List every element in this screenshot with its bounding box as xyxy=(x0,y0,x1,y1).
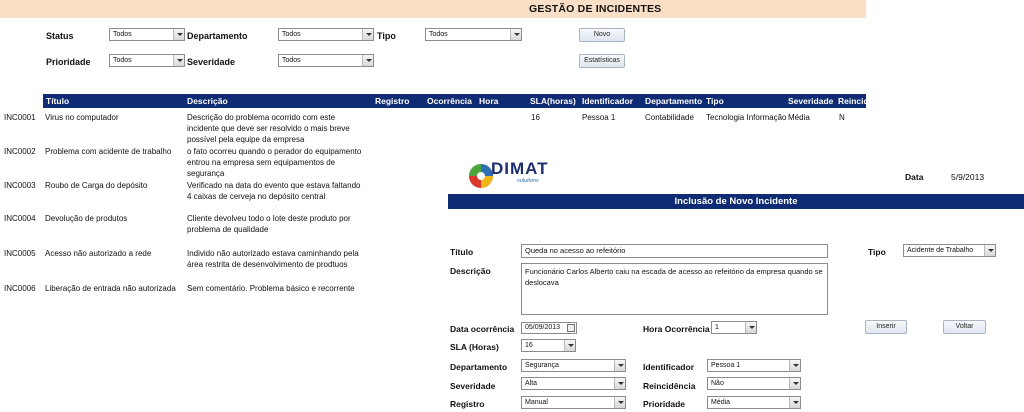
tipo-label: Tipo xyxy=(377,31,396,41)
row-tipo: Tecnologia Informação xyxy=(706,113,787,122)
chevron-down-icon xyxy=(362,55,373,66)
column-header[interactable]: Descrição xyxy=(187,96,228,106)
data-ocorrencia-input[interactable] xyxy=(521,322,577,334)
hora-ocorrencia-label: Hora Ocorrência xyxy=(643,324,710,334)
descricao-textarea[interactable]: Funcionário Carlos Alberto caiu na escada de acesso ao refeitório da empresa quando se deslocava xyxy=(521,263,828,315)
calendar-icon[interactable] xyxy=(567,324,575,332)
chevron-down-icon xyxy=(614,397,625,408)
column-header[interactable]: Ocorrência xyxy=(427,96,472,106)
tipo-label: Tipo xyxy=(868,247,886,257)
page-title-bar xyxy=(0,0,866,18)
data-ocorrencia-label: Data ocorrência xyxy=(450,324,515,334)
departamento-select[interactable] xyxy=(278,28,374,41)
prioridade-select[interactable] xyxy=(109,54,185,67)
prioridade-label: Prioridade xyxy=(643,399,686,409)
dimat-logo xyxy=(459,156,569,192)
row-id[interactable]: INC0004 xyxy=(4,214,36,223)
registro-value: Manual xyxy=(525,399,548,406)
reincidencia-select[interactable] xyxy=(707,377,801,390)
row-description-line: Sem comentário. Problema básico e recorrente xyxy=(187,284,355,293)
row-description-line: incidente que deve ser resolvido o mais breve xyxy=(187,124,350,133)
prioridade-label: Prioridade xyxy=(46,57,91,67)
novo-button[interactable]: Novo xyxy=(579,28,625,42)
row-description-line: entrou na empresa sem equipamentos de xyxy=(187,158,336,167)
row-description-line: Cliente devolveu todo o lote deste produto por xyxy=(187,214,351,223)
row-description-line: área restrita de desenvolvimento de prodtuos xyxy=(187,260,348,269)
identificador-select[interactable] xyxy=(707,359,801,372)
severidade-value: Alta xyxy=(525,380,538,387)
row-title[interactable]: Problema com acidente de trabalho xyxy=(45,147,172,156)
row-id[interactable]: INC0006 xyxy=(4,284,36,293)
row-id[interactable]: INC0001 xyxy=(4,113,36,122)
row-description-line: Verificado na data do evento que estava faltando xyxy=(187,181,361,190)
chevron-down-icon xyxy=(173,29,184,40)
row-description-line: Descrição do problema ocorrido com este xyxy=(187,113,336,122)
column-header[interactable]: Título xyxy=(46,96,70,106)
row-title[interactable]: Liberação de entrada não autorizada xyxy=(45,284,176,293)
chevron-down-icon xyxy=(362,29,373,40)
column-header[interactable]: Severidade xyxy=(788,96,834,106)
estatisticas-button[interactable]: Estatísticas xyxy=(579,54,625,68)
chevron-down-icon xyxy=(745,322,756,333)
reincidencia-label: Reincidência xyxy=(643,381,696,391)
row-description-line: problema de qualidade xyxy=(187,225,269,234)
row-reincidencia: N xyxy=(839,113,845,122)
status-select-value: Todos xyxy=(113,31,132,38)
row-id[interactable]: INC0005 xyxy=(4,249,36,258)
departamento-select-value: Todos xyxy=(282,31,301,38)
chevron-down-icon xyxy=(510,29,521,40)
row-description-line: 4 caixas de cerveja no depósito central xyxy=(187,192,326,201)
identificador-value: Pessoa 1 xyxy=(711,362,741,369)
chevron-down-icon xyxy=(984,245,995,256)
hora-ocorrencia-select[interactable] xyxy=(711,321,757,334)
row-description-line: possível pela equipe da empresa xyxy=(187,135,305,144)
inserir-button[interactable]: Inserir xyxy=(865,320,907,334)
logo-text: DIMAT xyxy=(491,159,549,178)
row-title[interactable]: Acesso não autorizado a rede xyxy=(45,249,152,258)
departamento-label: Departamento xyxy=(450,362,508,372)
column-header[interactable]: Departamento xyxy=(645,96,703,106)
row-title[interactable]: Roubo de Carga do depósito xyxy=(45,181,148,190)
chevron-down-icon xyxy=(789,397,800,408)
row-identificador: Pessoa 1 xyxy=(582,113,616,122)
titulo-input[interactable]: Queda no acesso ao refeitório xyxy=(521,244,828,258)
table-header xyxy=(43,94,869,108)
prioridade-value: Média xyxy=(711,399,731,406)
status-label: Status xyxy=(46,31,74,41)
row-departamento: Contabilidade xyxy=(645,113,694,122)
row-sla: 16 xyxy=(531,113,540,122)
data-value: 5/9/2013 xyxy=(951,172,985,182)
column-header[interactable]: Tipo xyxy=(706,96,724,106)
departamento-value: Segurança xyxy=(525,362,559,369)
chevron-down-icon xyxy=(789,360,800,371)
chevron-down-icon xyxy=(614,360,625,371)
hora-ocorrencia-value: 1 xyxy=(715,324,719,331)
severidade-label: Severidade xyxy=(187,57,236,67)
data-label: Data xyxy=(905,172,924,182)
severidade-select[interactable] xyxy=(521,377,626,390)
severidade-label: Severidade xyxy=(450,381,496,391)
column-header[interactable]: Hora xyxy=(479,96,499,106)
registro-select[interactable] xyxy=(521,396,626,409)
tipo-select[interactable] xyxy=(425,28,522,41)
departamento-label: Departamento xyxy=(187,31,248,41)
chevron-down-icon xyxy=(789,378,800,389)
logo-subtext: solutions xyxy=(517,178,539,184)
descricao-label: Descrição xyxy=(450,266,491,276)
tipo-select-value: Acidente de Trabalho xyxy=(907,247,974,254)
chevron-down-icon xyxy=(564,340,575,351)
column-header[interactable]: Registro xyxy=(375,96,410,106)
row-severidade: Média xyxy=(788,113,810,122)
tipo-select-value: Todos xyxy=(429,31,448,38)
column-header[interactable]: Identificador xyxy=(582,96,634,106)
severidade-select-value: Todos xyxy=(282,57,301,64)
column-header[interactable]: Reincid xyxy=(838,96,869,106)
row-description-line: o fato ocorreu quando o perador do equipamento xyxy=(187,147,362,156)
status-select[interactable] xyxy=(109,28,185,41)
tipo-select[interactable] xyxy=(903,244,996,257)
page-title: GESTÃO DE INCIDENTES xyxy=(529,3,662,15)
data-ocorrencia-value: 05/09/2013 xyxy=(525,324,561,331)
departamento-select[interactable] xyxy=(521,359,626,372)
row-title[interactable]: Devolução de produtos xyxy=(45,214,128,223)
row-id[interactable]: INC0003 xyxy=(4,181,36,190)
row-title[interactable]: Virus no computador xyxy=(45,113,119,122)
new-incident-form-window xyxy=(445,146,1024,412)
reincidencia-value: Não xyxy=(711,380,724,387)
sla-label: SLA (Horas) xyxy=(450,342,499,352)
form-banner: Inclusão de Novo Incidente xyxy=(448,194,1024,209)
sla-value: 16 xyxy=(525,342,533,349)
chevron-down-icon xyxy=(614,378,625,389)
prioridade-select-value: Todos xyxy=(113,57,132,64)
row-id[interactable]: INC0002 xyxy=(4,147,36,156)
severidade-select[interactable] xyxy=(278,54,374,67)
row-description-line: Individo não autorizado estava caminhando pela xyxy=(187,249,359,258)
row-description-line: segurança xyxy=(187,169,225,178)
titulo-label: Título xyxy=(450,247,474,257)
voltar-button[interactable]: Voltar xyxy=(943,320,986,334)
prioridade-select[interactable] xyxy=(707,396,801,409)
chevron-down-icon xyxy=(173,55,184,66)
column-header[interactable]: SLA(horas) xyxy=(530,96,576,106)
registro-label: Registro xyxy=(450,399,485,409)
sla-select[interactable] xyxy=(521,339,576,352)
identificador-label: Identificador xyxy=(643,362,695,372)
